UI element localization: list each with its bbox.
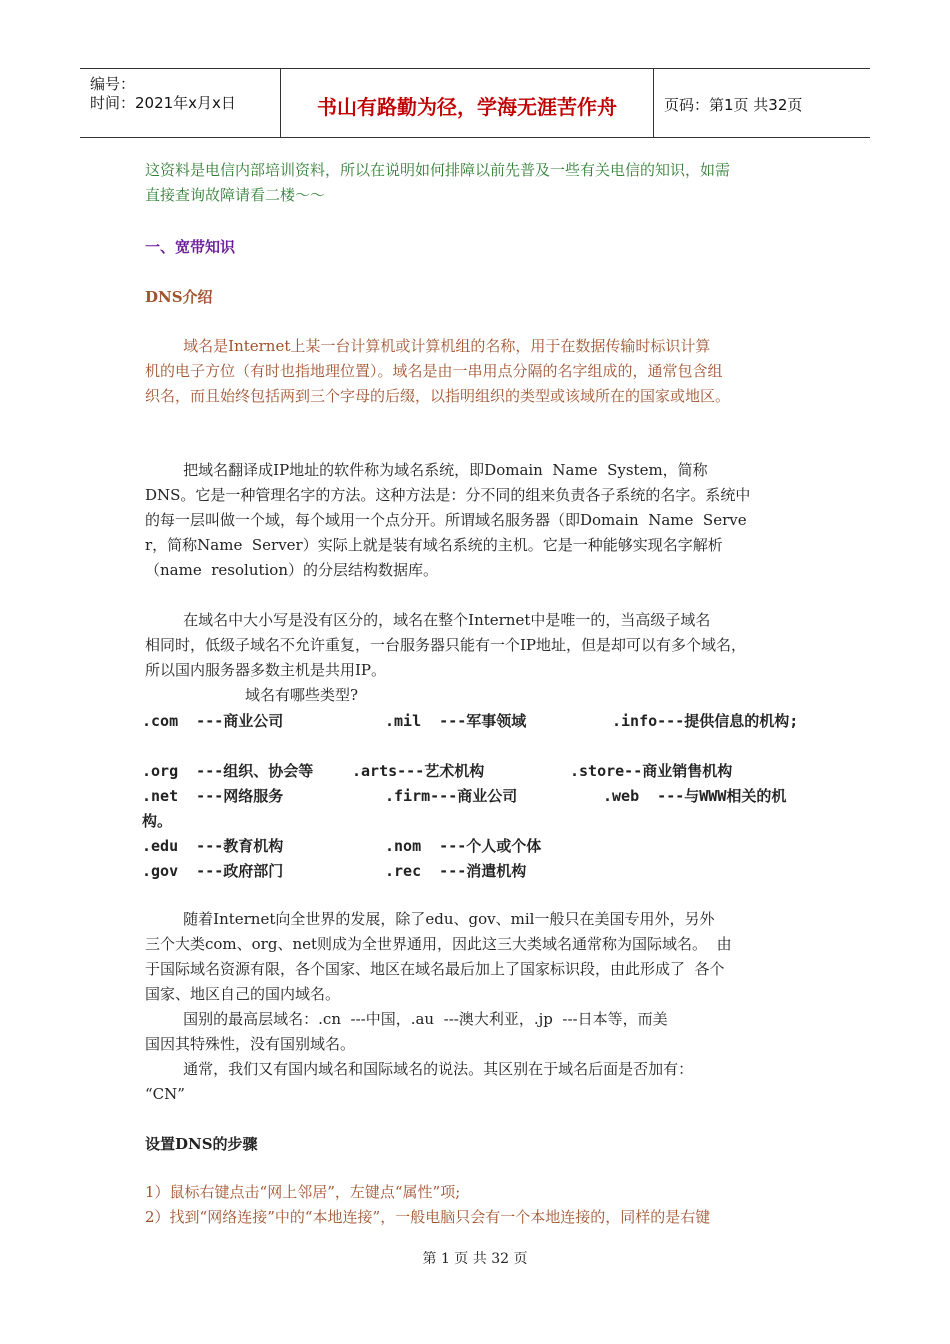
setup-dns-title: 设置DNS的步骤 [145,1135,258,1153]
header-motto-cell [281,69,654,137]
para4-line-4: 国家、地区自己的国内域名。 [145,985,341,1003]
para2-line-2: DNS。它是一种管理名字的方法。这种方法是：分不同的组来负责各子系统的名字。系统中 [145,486,751,504]
section-title-broadband: 一、宽带知识 [145,238,236,256]
para2-line-5: （name resolution）的分层结构数据库。 [145,561,438,579]
para2-line-4: r，简称Name Server）实际上就是装有域名系统的主机。它是一种能够实现名字解析 [145,536,723,554]
para4-line-5: 国别的最高层域名：.cn ---中国，.au ---澳大利亚，.jp ---日本等，而美 [145,1010,668,1028]
domain-type-info: .info---提供信息的机构; [612,712,799,730]
para4-line-1: 随着Internet向全世界的发展，除了edu、gov、mil一般只在美国专用外，另外 [145,910,715,928]
domain-type-firm: .firm---商业公司 [385,787,518,805]
dns-title: DNS介绍 [145,288,213,306]
intro-line-1: 这资料是电信内部培训资料，所以在说明如何排障以前先普及一些有关电信的知识，如需 [145,161,731,179]
para4-line-2: 三个大类com、org、net则成为全世界通用，因此这三大类域名通常称为国际域名。 由 [145,935,732,953]
page-header [80,68,870,138]
intro-line-2: 直接查询故障请看二楼～～ [145,186,326,204]
para4-line-8: “CN” [145,1085,185,1103]
header-page-cell [654,69,870,137]
types-question: 域名有哪些类型? [245,686,359,704]
para1-line-1: 域名是Internet上某一台计算机或计算机组的名称，用于在数据传输时标识计算 [145,337,711,355]
header-left-cell [80,69,281,137]
para2-line-1: 把域名翻译成IP地址的软件称为域名系统，即Domain Name System，简称 [145,461,708,479]
para3-line-1: 在域名中大小写是没有区分的，域名在整个Internet中是唯一的，当高级子域名 [145,611,711,629]
number-label: 编号： [90,75,136,93]
step-1: 1）鼠标右键点击“网上邻居”，左键点“属性”项; [145,1183,461,1201]
domain-type-mil: .mil ---军事领域 [385,712,527,730]
page-info: 页码：第1页 共32页 [664,96,803,114]
domain-type-edu: .edu ---教育机构 [142,837,284,855]
para2-line-3: 的每一层叫做一个域，每个域用一个点分开。所谓域名服务器（即Domain Name Serve [145,511,747,529]
para4-line-7: 通常，我们又有国内域名和国际域名的说法。其区别在于域名后面是否加有： [145,1060,694,1078]
para4-line-3: 于国际域名资源有限，各个国家、地区在域名最后加上了国家标识段，由此形成了 各个 [145,960,725,978]
domain-type-web-cont: 构。 [142,812,173,830]
time-label: 时间：2021年x月x日 [90,94,236,112]
domain-type-net: .net ---网络服务 [142,787,284,805]
domain-type-nom: .nom ---个人或个体 [385,837,542,855]
para1-line-2: 机的电子方位（有时也指地理位置）。域名是由一串用点分隔的名字组成的，通常包含组 [145,362,723,380]
domain-type-arts: .arts---艺术机构 [352,762,485,780]
step-2: 2）找到“网络连接”中的“本地连接”，一般电脑只会有一个本地连接的，同样的是右键 [145,1208,711,1226]
domain-type-store: .store--商业销售机构 [570,762,733,780]
domain-type-web: .web ---与WWW相关的机 [603,787,787,805]
para3-line-2: 相同时，低级子域名不允许重复，一台服务器只能有一个IP地址，但是却可以有多个域名， [145,636,747,654]
page-footer: 第 1 页 共 32 页 [422,1251,528,1267]
motto: 书山有路勤为径，学海无涯苦作舟 [317,95,617,119]
domain-type-org: .org ---组织、协会等 [142,762,314,780]
para4-line-6: 国因其特殊性，没有国别域名。 [145,1035,356,1053]
domain-type-rec: .rec ---消遣机构 [385,862,527,880]
para3-line-3: 所以国内服务器多数主机是共用IP。 [145,661,387,679]
domain-type-gov: .gov ---政府部门 [142,862,284,880]
para1-line-3: 织名，而且始终包括两到三个字母的后缀，以指明组织的类型或该域所在的国家或地区。 [145,387,731,405]
domain-type-com: .com ---商业公司 [142,712,284,730]
